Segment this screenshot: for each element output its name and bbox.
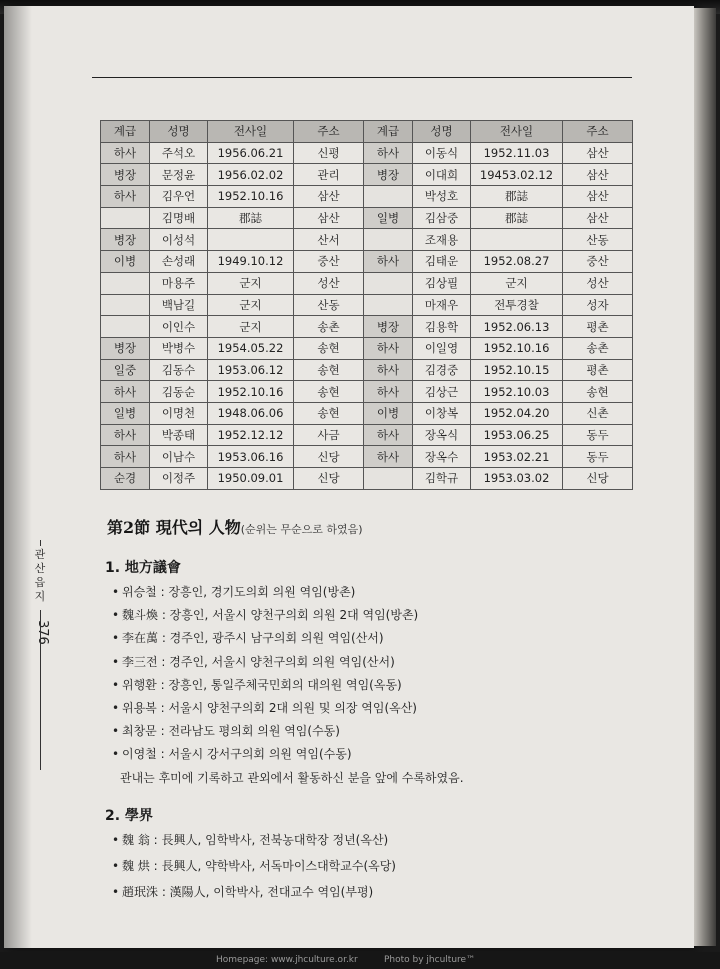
- name-cell: 김경중: [413, 359, 471, 381]
- name-cell: 김삼중: [413, 207, 471, 229]
- list-item: [112, 653, 395, 670]
- address-cell: 삼산: [563, 207, 633, 229]
- name-cell: 이창복: [413, 402, 471, 424]
- table-body: [101, 142, 633, 489]
- rank-cell: 하사: [364, 424, 413, 446]
- name-cell: 이동식: [413, 142, 471, 164]
- table-row: [101, 402, 633, 424]
- table-row: [101, 142, 633, 164]
- address-cell: 산동: [294, 294, 364, 316]
- table-row: [101, 207, 633, 229]
- rank-cell: [364, 272, 413, 294]
- rank-cell: 병장: [101, 164, 150, 186]
- list-item-text: 李三전 : 경주인, 서울시 양천구의회 의원 역임(산서): [122, 654, 395, 669]
- date-cell: 1949.10.12: [208, 251, 294, 273]
- bullet-icon: •: [112, 885, 120, 899]
- date-cell: 1952.04.20: [471, 402, 563, 424]
- list-item: [112, 606, 418, 623]
- bullet-icon: •: [112, 677, 120, 692]
- section-title: [107, 515, 363, 538]
- rank-cell: 병장: [364, 164, 413, 186]
- list-item-text: 魏斗煥 : 장흥인, 서울시 양천구의회 의원 2대 역임(방촌): [122, 608, 419, 623]
- table-row: [101, 251, 633, 273]
- date-cell: 1956.02.02: [208, 164, 294, 186]
- address-cell: 산동: [563, 229, 633, 251]
- rank-cell: 일병: [364, 207, 413, 229]
- date-cell: 1953.02.21: [471, 446, 563, 468]
- address-cell: 성산: [294, 272, 364, 294]
- table-header-row: [101, 121, 633, 143]
- address-cell: 관리: [294, 164, 364, 186]
- list-item-text: 위용복 : 서울시 양천구의회 2대 의원 및 의장 역임(옥산): [122, 701, 417, 715]
- rank-cell: 병장: [364, 316, 413, 338]
- date-cell: 1952.10.16: [471, 337, 563, 359]
- table-row: [101, 186, 633, 208]
- table-row: [101, 424, 633, 446]
- date-cell: 1953.06.12: [208, 359, 294, 381]
- rank-cell: [364, 468, 413, 490]
- name-cell: 조재용: [413, 229, 471, 251]
- address-cell: 송촌: [563, 337, 633, 359]
- rank-cell: 하사: [364, 446, 413, 468]
- rank-cell: [364, 294, 413, 316]
- rank-cell: 하사: [101, 381, 150, 403]
- address-cell: 중산: [563, 251, 633, 273]
- date-cell: 郡誌: [471, 186, 563, 208]
- rank-cell: 하사: [101, 424, 150, 446]
- date-cell: 1952.10.03: [471, 381, 563, 403]
- rank-cell: 하사: [101, 142, 150, 164]
- name-cell: 이일영: [413, 337, 471, 359]
- name-cell: 주석오: [150, 142, 208, 164]
- name-cell: 이명천: [150, 402, 208, 424]
- photo-footer: [0, 952, 720, 969]
- address-cell: 신촌: [563, 402, 633, 424]
- name-cell: 김동순: [150, 381, 208, 403]
- name-cell: 백남길: [150, 294, 208, 316]
- date-cell: 군지: [208, 294, 294, 316]
- name-cell: 박종태: [150, 424, 208, 446]
- date-cell: [471, 229, 563, 251]
- list-item-text: 최창문 : 전라남도 평의회 의원 역임(수동): [122, 724, 340, 739]
- name-cell: 마재우: [413, 294, 471, 316]
- rank-cell: 이병: [364, 402, 413, 424]
- address-cell: 동두: [563, 446, 633, 468]
- side-book-label: 관산읍지: [34, 548, 46, 603]
- council-title: 1. 地方議會: [105, 560, 181, 576]
- rank-cell: 순경: [101, 468, 150, 490]
- rank-cell: 하사: [364, 381, 413, 403]
- header-rank: 계급: [364, 121, 413, 143]
- list-item-text: 魏 翁 : 長興人, 임학박사, 전북농대학장 정년(옥산): [122, 833, 389, 847]
- date-cell: 1952.10.15: [471, 359, 563, 381]
- name-cell: 김우언: [150, 186, 208, 208]
- date-cell: 1953.06.25: [471, 424, 563, 446]
- date-cell: 1948.06.06: [208, 402, 294, 424]
- list-item: [112, 745, 352, 762]
- list-item-text: 위행환 : 장흥인, 통일주체국민회의 대의원 역임(옥동): [122, 677, 402, 692]
- name-cell: 김동수: [150, 359, 208, 381]
- name-cell: 김용학: [413, 316, 471, 338]
- header-date: 전사일: [208, 121, 294, 143]
- page-spine-shadow: [4, 6, 32, 948]
- bullet-icon: •: [112, 608, 120, 623]
- table-row: [101, 468, 633, 490]
- date-cell: 1952.12.12: [208, 424, 294, 446]
- address-cell: 삼산: [563, 142, 633, 164]
- table-row: [101, 294, 633, 316]
- address-cell: 삼산: [563, 186, 633, 208]
- date-cell: 1950.09.01: [208, 468, 294, 490]
- rank-cell: [101, 207, 150, 229]
- bullet-icon: •: [112, 747, 120, 762]
- side-rule: [40, 610, 41, 770]
- rank-cell: 하사: [364, 337, 413, 359]
- rank-cell: [364, 229, 413, 251]
- rank-cell: 병장: [101, 229, 150, 251]
- name-cell: 이대희: [413, 164, 471, 186]
- academia-title: 2. 學界: [105, 808, 153, 824]
- name-cell: 이성석: [150, 229, 208, 251]
- address-cell: 송촌: [294, 316, 364, 338]
- name-cell: 박병수: [150, 337, 208, 359]
- address-cell: 송현: [294, 337, 364, 359]
- side-rule-top: [40, 540, 41, 546]
- rank-cell: 하사: [364, 142, 413, 164]
- list-item: [112, 883, 373, 900]
- address-cell: 삼산: [294, 186, 364, 208]
- date-cell: 1952.06.13: [471, 316, 563, 338]
- name-cell: 김태운: [413, 251, 471, 273]
- rank-cell: 하사: [101, 186, 150, 208]
- address-cell: 중산: [294, 251, 364, 273]
- address-cell: 신당: [294, 446, 364, 468]
- date-cell: 19453.02.12: [471, 164, 563, 186]
- bullet-icon: •: [112, 701, 120, 715]
- name-cell: 손성래: [150, 251, 208, 273]
- date-cell: 군지: [471, 272, 563, 294]
- rank-cell: 하사: [364, 359, 413, 381]
- header-address: 주소: [563, 121, 633, 143]
- list-item-text: 魏 烘 : 長興人, 약학박사, 서독마이스대학교수(옥당): [122, 859, 396, 873]
- rank-cell: 병장: [101, 337, 150, 359]
- rank-cell: 이병: [101, 251, 150, 273]
- date-cell: 1952.08.27: [471, 251, 563, 273]
- table-row: [101, 359, 633, 381]
- address-cell: 삼산: [563, 164, 633, 186]
- address-cell: 산서: [294, 229, 364, 251]
- header-name: 성명: [150, 121, 208, 143]
- address-cell: 평촌: [563, 316, 633, 338]
- rank-cell: [101, 294, 150, 316]
- bullet-icon: •: [112, 724, 120, 739]
- address-cell: 평촌: [563, 359, 633, 381]
- address-cell: 송현: [294, 402, 364, 424]
- address-cell: 사금: [294, 424, 364, 446]
- name-cell: 김명배: [150, 207, 208, 229]
- header-address: 주소: [294, 121, 364, 143]
- list-item-text: 위승철 : 장흥인, 경기도의회 의원 역임(방촌): [122, 585, 356, 599]
- date-cell: 1953.03.02: [471, 468, 563, 490]
- date-cell: 郡誌: [471, 207, 563, 229]
- bullet-icon: •: [112, 833, 120, 847]
- footer-homepage: Homepage: www.jhculture.or.kr: [216, 955, 358, 965]
- bullet-icon: •: [112, 631, 120, 646]
- date-cell: 郡誌: [208, 207, 294, 229]
- list-item: [112, 676, 402, 693]
- list-item: [112, 583, 355, 600]
- rank-cell: [101, 272, 150, 294]
- rank-cell: 하사: [101, 446, 150, 468]
- rank-cell: 일병: [101, 402, 150, 424]
- header-date: 전사일: [471, 121, 563, 143]
- name-cell: 마용주: [150, 272, 208, 294]
- name-cell: 장옥수: [413, 446, 471, 468]
- address-cell: 삼산: [294, 207, 364, 229]
- list-item-text: 李在萬 : 경주인, 광주시 남구의회 의원 역임(산서): [122, 631, 384, 646]
- address-cell: 신당: [294, 468, 364, 490]
- page-number: 376: [35, 619, 50, 645]
- table-row: [101, 337, 633, 359]
- bullet-icon: •: [112, 585, 120, 599]
- header-name: 성명: [413, 121, 471, 143]
- date-cell: 군지: [208, 316, 294, 338]
- name-cell: 장옥식: [413, 424, 471, 446]
- list-item-text: 이영철 : 서울시 강서구의회 의원 역임(수동): [122, 747, 352, 762]
- section-title-text: 第2節 現代의 人物: [107, 518, 241, 537]
- date-cell: 1952.10.16: [208, 186, 294, 208]
- name-cell: 박성호: [413, 186, 471, 208]
- table-row: [101, 316, 633, 338]
- date-cell: 1954.05.22: [208, 337, 294, 359]
- name-cell: 이정주: [150, 468, 208, 490]
- address-cell: 동두: [563, 424, 633, 446]
- footer-photo-credit: Photo by jhculture™: [384, 955, 476, 965]
- address-cell: 신평: [294, 142, 364, 164]
- date-cell: [208, 229, 294, 251]
- date-cell: 1952.11.03: [471, 142, 563, 164]
- rank-cell: [364, 186, 413, 208]
- table-row: [101, 381, 633, 403]
- header-rule: [92, 77, 632, 78]
- address-cell: 성자: [563, 294, 633, 316]
- list-item-text: 趙珉洙 : 漢陽人, 이학박사, 전대교수 역임(부평): [122, 885, 374, 899]
- honor-roll-table: [100, 120, 633, 490]
- date-cell: 군지: [208, 272, 294, 294]
- list-item: [112, 857, 396, 874]
- table-row: [101, 272, 633, 294]
- page-edges: [694, 8, 716, 946]
- name-cell: 이인수: [150, 316, 208, 338]
- list-item: [112, 831, 388, 848]
- rank-cell: 일중: [101, 359, 150, 381]
- list-item: [112, 699, 417, 716]
- list-item: [112, 629, 384, 646]
- council-note: 관내는 후미에 기록하고 관외에서 활동하신 분을 앞에 수록하였음.: [120, 771, 464, 785]
- header-rank: 계급: [101, 121, 150, 143]
- section-note: (순위는 무순으로 하였음): [240, 523, 363, 536]
- name-cell: 김상필: [413, 272, 471, 294]
- address-cell: 송현: [294, 359, 364, 381]
- name-cell: 이남수: [150, 446, 208, 468]
- date-cell: 1956.06.21: [208, 142, 294, 164]
- bullet-icon: •: [112, 654, 120, 669]
- rank-cell: [101, 316, 150, 338]
- name-cell: 김학규: [413, 468, 471, 490]
- bullet-icon: •: [112, 859, 120, 873]
- address-cell: 신당: [563, 468, 633, 490]
- address-cell: 송현: [563, 381, 633, 403]
- date-cell: 전투경찰: [471, 294, 563, 316]
- table-row: [101, 229, 633, 251]
- address-cell: 송현: [294, 381, 364, 403]
- name-cell: 김상근: [413, 381, 471, 403]
- address-cell: 성산: [563, 272, 633, 294]
- name-cell: 문정윤: [150, 164, 208, 186]
- date-cell: 1952.10.16: [208, 381, 294, 403]
- rank-cell: 하사: [364, 251, 413, 273]
- table-row: [101, 446, 633, 468]
- table-row: [101, 164, 633, 186]
- date-cell: 1953.06.16: [208, 446, 294, 468]
- list-item: [112, 722, 340, 739]
